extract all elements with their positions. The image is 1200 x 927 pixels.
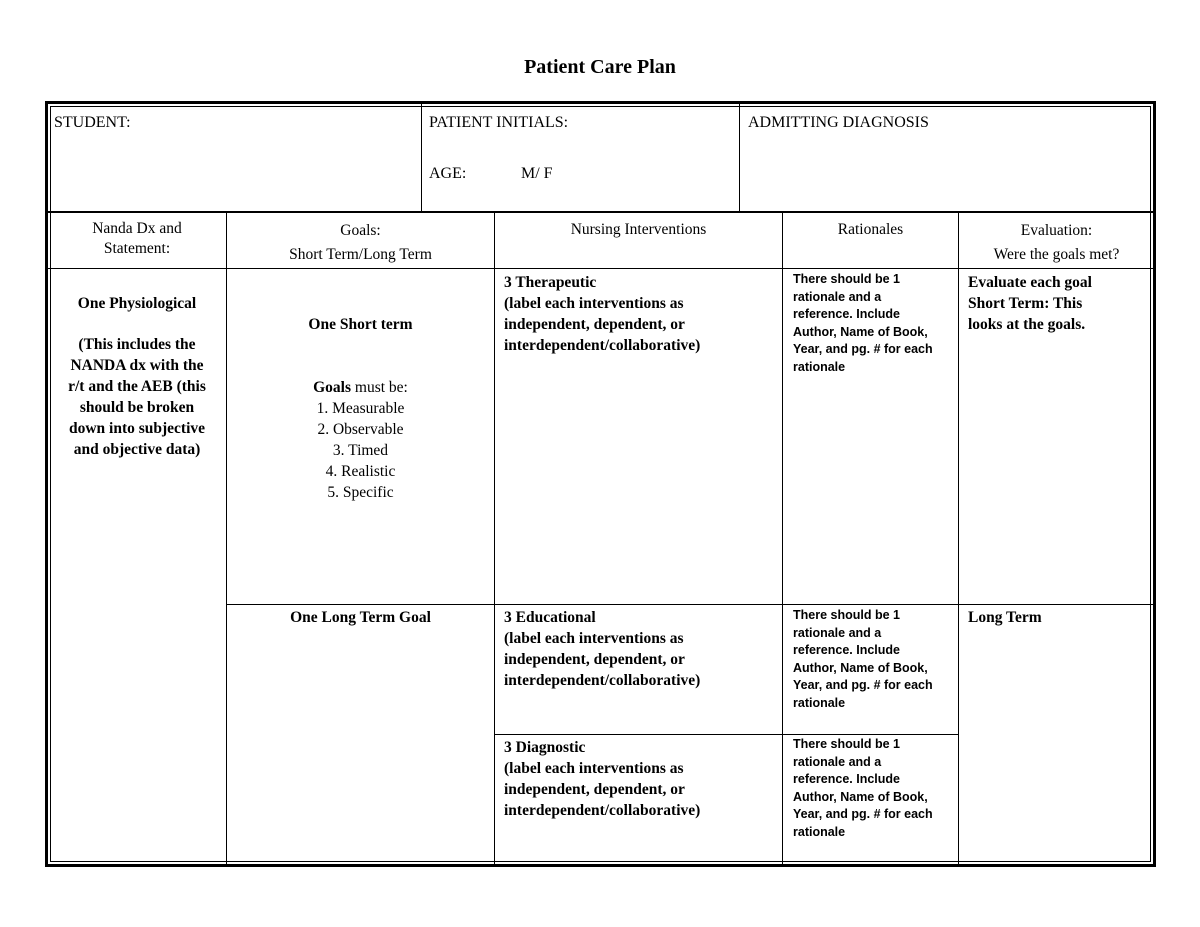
- rationale-diagnostic: There should be 1 rationale and a reference. Include Author, Name of Book, Year, and pg. # for each rationale: [793, 737, 933, 839]
- goal-criteria-list: [227, 398, 494, 503]
- divider: [47, 268, 1154, 269]
- divider: [494, 213, 495, 865]
- diagnostic-interventions: 3 Diagnostic (label each interventions as independent, dependent, or interdependent/collaborative): [504, 739, 701, 819]
- column-header-goals: Goals: Short Term/Long Term: [289, 222, 432, 263]
- nanda-heading: One Physiological: [77, 295, 197, 312]
- divider: [226, 604, 1154, 605]
- column-header-interventions: Nursing Interventions: [570, 221, 707, 238]
- admitting-diagnosis-label: ADMITTING DIAGNOSIS: [748, 114, 929, 131]
- rationale-therapeutic: There should be 1 rationale and a reference. Include Author, Name of Book, Year, and pg. # for each rationale: [793, 272, 933, 374]
- patient-initials-label: PATIENT INITIALS:: [429, 114, 569, 131]
- therapeutic-interventions: 3 Therapeutic (label each interventions as independent, dependent, or interdependent/collaborative): [504, 274, 701, 354]
- divider: [494, 734, 959, 735]
- column-header-evaluation: Evaluation: Were the goals met?: [993, 222, 1120, 263]
- short-term-goal: [227, 314, 494, 503]
- divider: [782, 213, 783, 865]
- educational-interventions: 3 Educational (label each interventions as independent, dependent, or interdependent/collaborative): [504, 609, 701, 689]
- divider: [739, 103, 740, 211]
- list-item: 1. Measurable: [316, 400, 405, 417]
- divider: [47, 211, 1154, 213]
- sex-label: M/ F: [521, 165, 553, 182]
- list-item: 4. Realistic: [325, 463, 396, 480]
- list-item: 2. Observable: [317, 421, 404, 438]
- evaluation-short-term: Evaluate each goal Short Term: This looks at the goals.: [968, 274, 1092, 333]
- divider: [421, 103, 422, 211]
- student-label: STUDENT:: [54, 114, 131, 131]
- long-term-goal: One Long Term Goal: [290, 609, 431, 626]
- column-header-rationales: Rationales: [837, 221, 904, 238]
- nanda-statement: One Physiological (This includes the NANDA dx with the r/t and the AEB (this should be broken down into subjective and objective data): [48, 293, 226, 460]
- rationale-educational: There should be 1 rationale and a reference. Include Author, Name of Book, Year, and pg. # for each rationale: [793, 608, 933, 710]
- age-label: AGE:: [429, 165, 467, 182]
- goals-must-be: Goals must be:: [313, 379, 408, 396]
- column-header-nanda: Nanda Dx and Statement:: [92, 220, 182, 257]
- short-term-heading: One Short term: [308, 316, 413, 333]
- page-title: Patient Care Plan: [524, 56, 676, 78]
- evaluation-long-term: Long Term: [968, 609, 1042, 626]
- list-item: 3. Timed: [332, 442, 389, 459]
- divider: [958, 213, 959, 865]
- divider: [226, 213, 227, 865]
- list-item: 5. Specific: [327, 484, 394, 501]
